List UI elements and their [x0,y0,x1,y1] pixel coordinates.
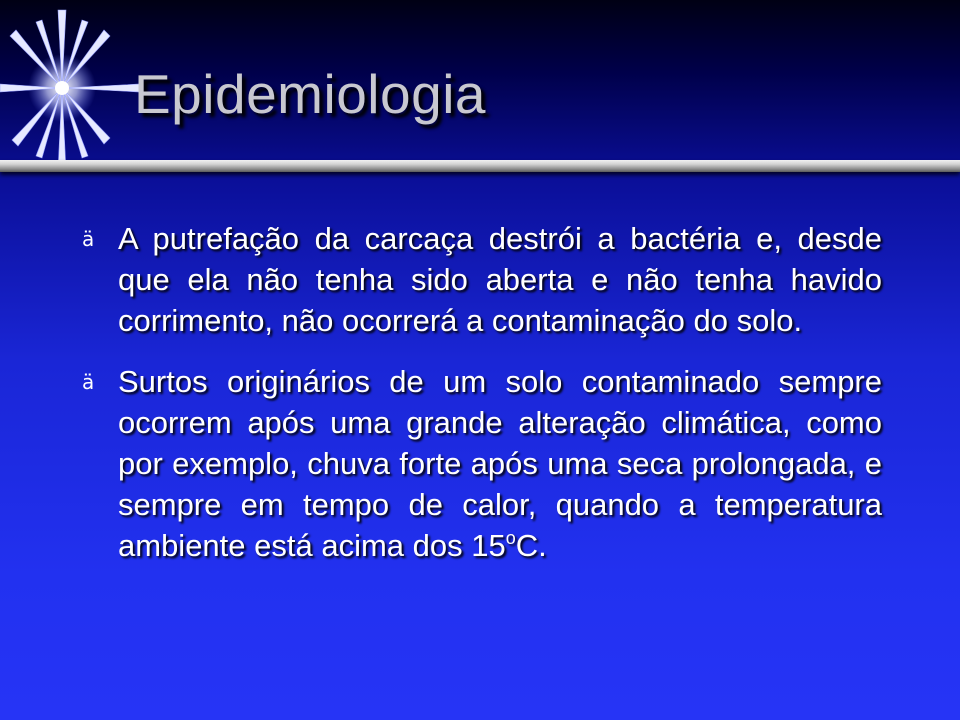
bullet-glyph: ä [82,370,95,394]
slide-title: Epidemiologia [134,63,486,125]
degree-superscript: o [505,528,516,548]
bullet-item [82,218,882,341]
bullet-text [118,361,882,566]
bullet-list [82,218,882,586]
bullet-text-main: Surtos originários de um solo contaminado sempre ocorrem após uma grande alteração climática, como por exemplo, chuva forte após uma seca prolongada, e sempre em tempo de calor, quando a temperatura ambiente está acima dos 15 [118,364,882,563]
title-divider [0,160,960,172]
bullet-glyph: ä [82,227,95,251]
bullet-text-suffix: C. [515,528,547,563]
bullet-item [82,361,882,566]
bullet-text: A putrefação da carcaça destrói a bactéria e, desde que ela não tenha sido aberta e não tenha havido corrimento, não ocorrerá a contaminação do solo. [118,221,882,338]
